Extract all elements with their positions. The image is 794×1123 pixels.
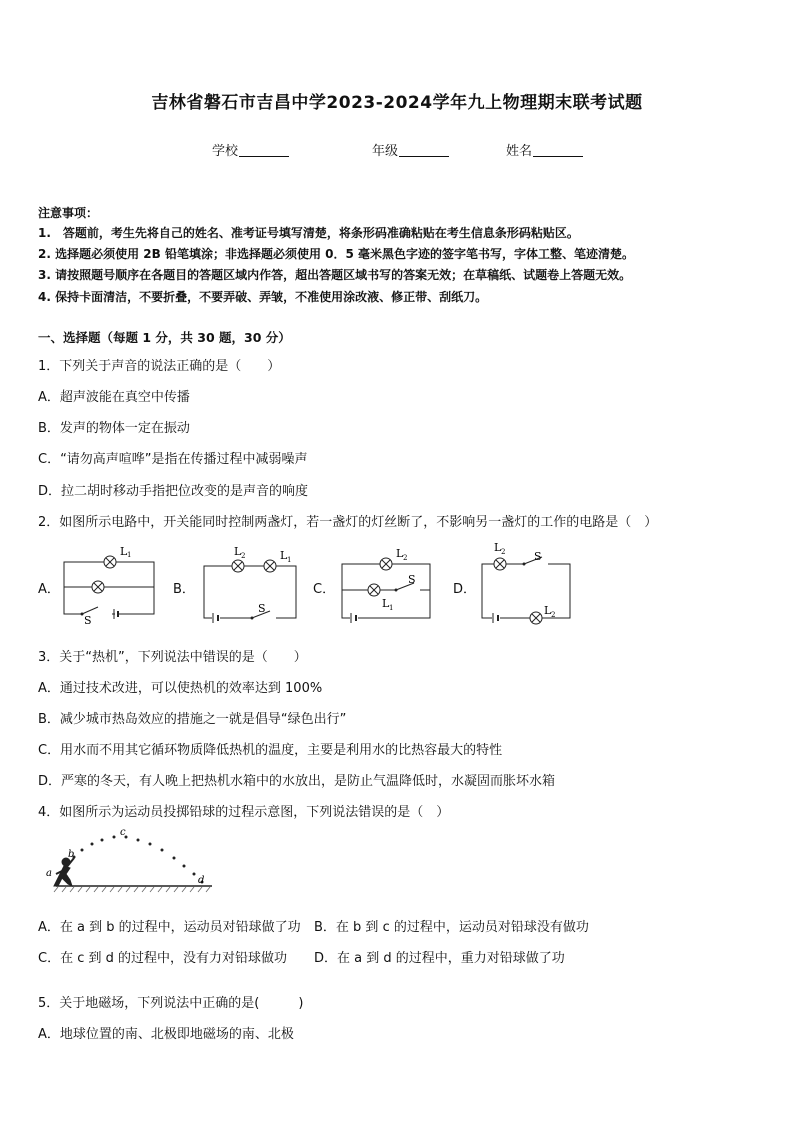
grade-label: 年级 bbox=[372, 144, 399, 159]
question-2-stem: 2．如图所示电路中，开关能同时控制两盏灯，若一盏灯的灯丝断了，不影响另一盏灯的工作的电路是（ ） bbox=[38, 515, 658, 530]
school-field bbox=[212, 140, 289, 159]
question-1-option-d: D．拉二胡时移动手指把位改变的是声音的响度 bbox=[38, 484, 309, 499]
school-label: 学校 bbox=[212, 144, 239, 159]
point-b: b bbox=[68, 849, 75, 860]
label-sub: 1 bbox=[287, 556, 292, 564]
label-sub: 2 bbox=[551, 611, 556, 619]
question-4-option-d: D．在 a 到 d 的过程中，重力对铅球做了功 bbox=[314, 951, 565, 966]
section-heading: 一、选择题（每题 1 分，共 30 题，30 分） bbox=[38, 330, 291, 345]
question-1-option-c: C．“请勿高声喧哗”是指在传播过程中减弱噪声 bbox=[38, 452, 308, 467]
question-5-stem: 5．关于地磁场，下列说法中正确的是( ) bbox=[38, 996, 304, 1011]
circuit-a-diagram bbox=[58, 542, 158, 628]
grade-field bbox=[372, 140, 449, 159]
circuit-a-label: A． bbox=[38, 582, 60, 597]
question-1-stem: 1．下列关于声音的说法正确的是（ ） bbox=[38, 359, 281, 374]
label-s: S bbox=[408, 573, 416, 586]
label-l: L bbox=[396, 547, 404, 560]
circuit-d-label: D． bbox=[453, 582, 477, 597]
label-l: L bbox=[494, 541, 502, 554]
label-sub: 2 bbox=[241, 552, 246, 560]
grade-blank bbox=[399, 144, 449, 157]
label-l: L bbox=[544, 604, 552, 617]
school-blank bbox=[239, 144, 289, 157]
label-s: S bbox=[258, 602, 266, 615]
notes-heading: 注意事项： bbox=[38, 206, 99, 220]
label-l: L bbox=[280, 549, 288, 562]
label-l: L bbox=[382, 597, 390, 610]
question-1-option-a: A．超声波能在真空中传播 bbox=[38, 390, 190, 405]
question-3-option-a: A．通过技术改进，可以使热机的效率达到 100% bbox=[38, 681, 323, 696]
page-title: 吉林省磐石市吉昌中学2023-2024学年九上物理期末联考试题 bbox=[151, 93, 643, 113]
point-a: a bbox=[46, 868, 52, 879]
circuit-c-label: C． bbox=[313, 582, 336, 597]
circuit-b-label: B． bbox=[173, 582, 195, 597]
label-l: L bbox=[234, 545, 242, 558]
note-item: 2. 选择题必须使用 2B 铅笔填涂；非选择题必须使用 0．5 毫米黑色字迹的签字笔书写，字体工整、笔迹清楚。 bbox=[38, 247, 634, 261]
question-3-option-b: B．减少城市热岛效应的措施之一就是倡导“绿色出行” bbox=[38, 712, 347, 727]
name-blank bbox=[533, 144, 583, 157]
label-l: L bbox=[120, 545, 128, 558]
question-4-option-a: A．在 a 到 b 的过程中，运动员对铅球做了功 bbox=[38, 920, 301, 935]
label-s: S bbox=[534, 550, 542, 563]
label-sub: 1 bbox=[389, 604, 394, 612]
question-4-option-b: B．在 b 到 c 的过程中，运动员对铅球没有做功 bbox=[314, 920, 589, 935]
question-3-stem: 3．关于“热机”，下列说法中错误的是（ ） bbox=[38, 650, 307, 665]
circuit-c-diagram bbox=[334, 540, 436, 630]
note-item: 4. 保持卡面清洁，不要折叠，不要弄破、弄皱，不准使用涂改液、修正带、刮纸刀。 bbox=[38, 290, 488, 304]
note-item: 1. 答题前，考生先将自己的姓名、准考证号填写清楚，将条形码准确粘贴在考生信息条形码粘贴区。 bbox=[38, 226, 579, 240]
question-5-option-a: A．地球位置的南、北极即地磁场的南、北极 bbox=[38, 1027, 294, 1042]
question-3-option-d: D．严寒的冬天，有人晚上把热机水箱中的水放出，是防止气温降低时，水凝固而胀坏水箱 bbox=[38, 774, 556, 789]
circuit-d-diagram bbox=[474, 538, 576, 632]
point-d: d bbox=[198, 875, 205, 886]
label-sub: 1 bbox=[127, 551, 132, 559]
question-4-option-c: C．在 c 到 d 的过程中，没有力对铅球做功 bbox=[38, 951, 288, 966]
circuit-b-diagram bbox=[196, 540, 302, 630]
label-sub: 2 bbox=[403, 554, 408, 562]
shot-put-diagram bbox=[44, 826, 216, 902]
name-label: 姓名 bbox=[506, 144, 533, 159]
label-s: S bbox=[84, 614, 92, 624]
question-1-option-b: B．发声的物体一定在振动 bbox=[38, 421, 190, 436]
name-field bbox=[506, 140, 583, 159]
note-item: 3. 请按照题号顺序在各题目的答题区域内作答，超出答题区域书写的答案无效；在草稿纸、试题卷上答题无效。 bbox=[38, 268, 632, 282]
question-4-stem: 4．如图所示为运动员投掷铅球的过程示意图，下列说法错误的是（ ） bbox=[38, 805, 450, 820]
label-sub: 2 bbox=[501, 548, 506, 556]
question-3-option-c: C．用水而不用其它循环物质降低热机的温度，主要是利用水的比热容最大的特性 bbox=[38, 743, 503, 758]
point-c: c bbox=[120, 827, 126, 838]
